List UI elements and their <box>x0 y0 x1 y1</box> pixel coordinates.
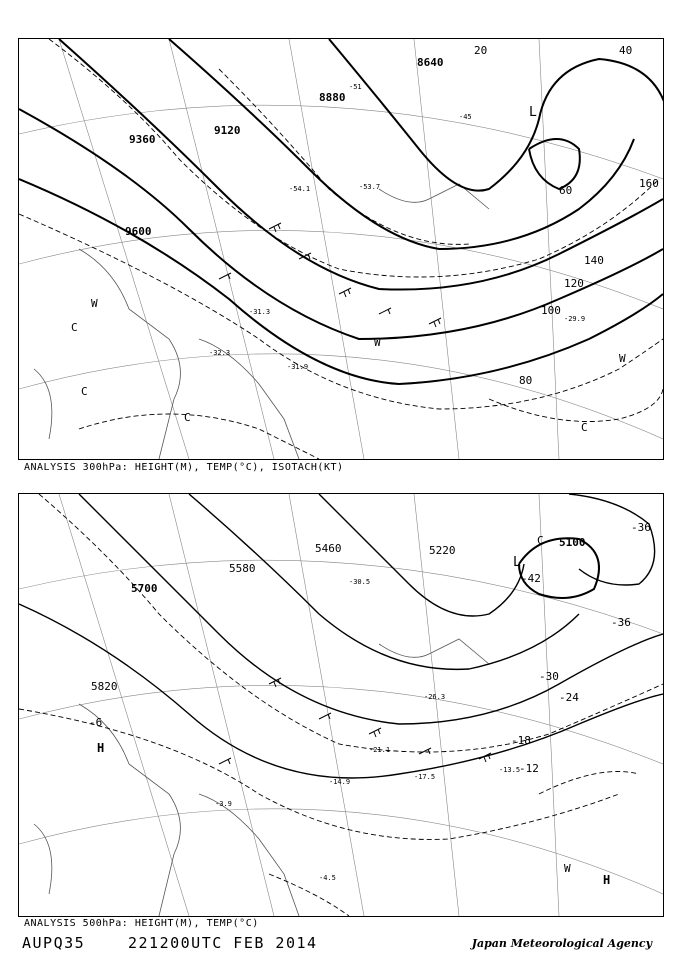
temp-label: -29.9 <box>564 315 586 323</box>
warm-symbol: W <box>91 297 98 310</box>
height-contour <box>79 494 663 724</box>
isotherm-label: -6 <box>89 716 103 729</box>
height-label: 5580 <box>229 562 256 575</box>
station-label: -3.9 <box>215 800 232 808</box>
isotherm <box>269 874 349 916</box>
isotherm-label: -18 <box>511 734 531 747</box>
cold-symbol: C <box>81 385 88 398</box>
isotach-se <box>489 389 663 422</box>
height-contour-8880 <box>169 39 634 249</box>
station-label: -4.5 <box>319 874 336 882</box>
low-symbol: L <box>513 555 521 570</box>
isotherm-label: -30 <box>539 670 559 683</box>
caption-500hpa: ANALYSIS 500hPa: HEIGHT(M), TEMP(°C) <box>24 918 259 929</box>
isotherm-label: -24 <box>559 691 579 704</box>
station-label: -26.3 <box>424 693 446 701</box>
station-label: -13.5 <box>499 766 521 774</box>
height-label: 8640 <box>417 56 444 69</box>
meridian-line <box>289 494 364 916</box>
temp-label: -54.1 <box>289 185 311 193</box>
isotach-label: 40 <box>619 44 633 57</box>
agency-name: Japan Meteorological Agency <box>471 937 652 950</box>
parallel-line <box>19 230 663 309</box>
cold-symbol: C <box>71 321 78 334</box>
meridian-line <box>169 39 274 459</box>
graticule <box>19 494 663 916</box>
height-label: 9600 <box>125 225 152 238</box>
wind-barb <box>319 713 331 719</box>
temp-label: -53.7 <box>359 183 381 191</box>
chart-code: AUPQ35 <box>22 934 86 952</box>
isotach-south <box>79 414 319 459</box>
map-300hpa <box>18 38 664 460</box>
station-label: -21.1 <box>369 746 391 754</box>
wind-barb <box>419 748 431 754</box>
map-500hpa <box>18 493 664 917</box>
isotherm-label: -36 <box>611 616 631 629</box>
cold-symbol: C <box>184 411 191 424</box>
wind-barb <box>429 318 441 327</box>
height-label: 8880 <box>319 91 346 104</box>
height-label: 9120 <box>214 124 241 137</box>
wind-barb <box>219 758 231 764</box>
isotach-40 <box>49 39 659 277</box>
height-label: 9360 <box>129 133 156 146</box>
isotach-label: 60 <box>559 184 573 197</box>
meridian-line <box>414 494 459 916</box>
station-label: -17.5 <box>414 773 436 781</box>
meridian-line <box>59 39 189 459</box>
station-label: -14.9 <box>329 778 351 786</box>
caption-300hpa: ANALYSIS 300hPa: HEIGHT(M), TEMP(°C), ISOTACH(KT) <box>24 462 344 473</box>
temp-label: -31.9 <box>287 363 309 371</box>
wind-barb <box>339 288 351 297</box>
parallel-line <box>19 809 663 894</box>
isotach-label: 80 <box>519 374 533 387</box>
height-label: 5820 <box>91 680 118 693</box>
isotach-label: 140 <box>584 254 604 267</box>
wind-barb <box>369 728 381 737</box>
station-label: -30.5 <box>349 578 371 586</box>
height-contour-8640 <box>329 39 663 191</box>
height-label: 5460 <box>315 542 342 555</box>
meridian-line <box>539 494 559 916</box>
temp-label: -31.3 <box>249 308 271 316</box>
height-label: 5100 <box>559 536 586 549</box>
height-contour <box>319 494 524 616</box>
warm-symbol: W <box>374 336 381 349</box>
temp-label: -51 <box>349 83 362 91</box>
temp-label: -32.3 <box>209 349 231 357</box>
cold-symbol: C <box>581 421 588 434</box>
coastline-west <box>34 369 52 439</box>
coastline-north <box>379 184 489 209</box>
cold-symbol: C <box>537 534 544 547</box>
height-label: 5220 <box>429 544 456 557</box>
coastline-asia <box>79 704 180 916</box>
isotach-label: 20 <box>474 44 488 57</box>
parallel-line <box>19 354 663 439</box>
isotherm <box>539 772 639 795</box>
low-symbol: L <box>529 105 537 120</box>
warm-symbol: W <box>619 352 626 365</box>
isotherm-label: -42 <box>521 572 541 585</box>
isotach-label: 160 <box>639 177 659 190</box>
isotherm-label: -36 <box>631 521 651 534</box>
high-symbol: H <box>97 741 105 755</box>
coastline-west <box>34 824 52 894</box>
meridian-line <box>169 494 274 916</box>
wind-barb <box>219 273 231 279</box>
coastline-asia <box>79 249 180 459</box>
warm-symbol: W <box>564 862 571 875</box>
temperature-isotherms <box>19 494 663 916</box>
coastline <box>34 184 489 459</box>
high-symbol: H <box>603 873 611 887</box>
coastline-japan <box>199 794 299 916</box>
temp-label: -45 <box>459 113 472 121</box>
valid-time: 221200UTC FEB 2014 <box>128 934 318 952</box>
coastline-north <box>379 639 489 664</box>
height-label: 5700 <box>131 582 158 595</box>
isotach-label: 120 <box>564 277 584 290</box>
map-500hpa-canvas <box>19 494 663 916</box>
isotach-label: 100 <box>541 304 561 317</box>
map-300hpa-canvas <box>19 39 663 459</box>
height-contour-low <box>529 139 580 189</box>
wind-barb <box>379 308 391 314</box>
isotherm-label: -12 <box>519 762 539 775</box>
